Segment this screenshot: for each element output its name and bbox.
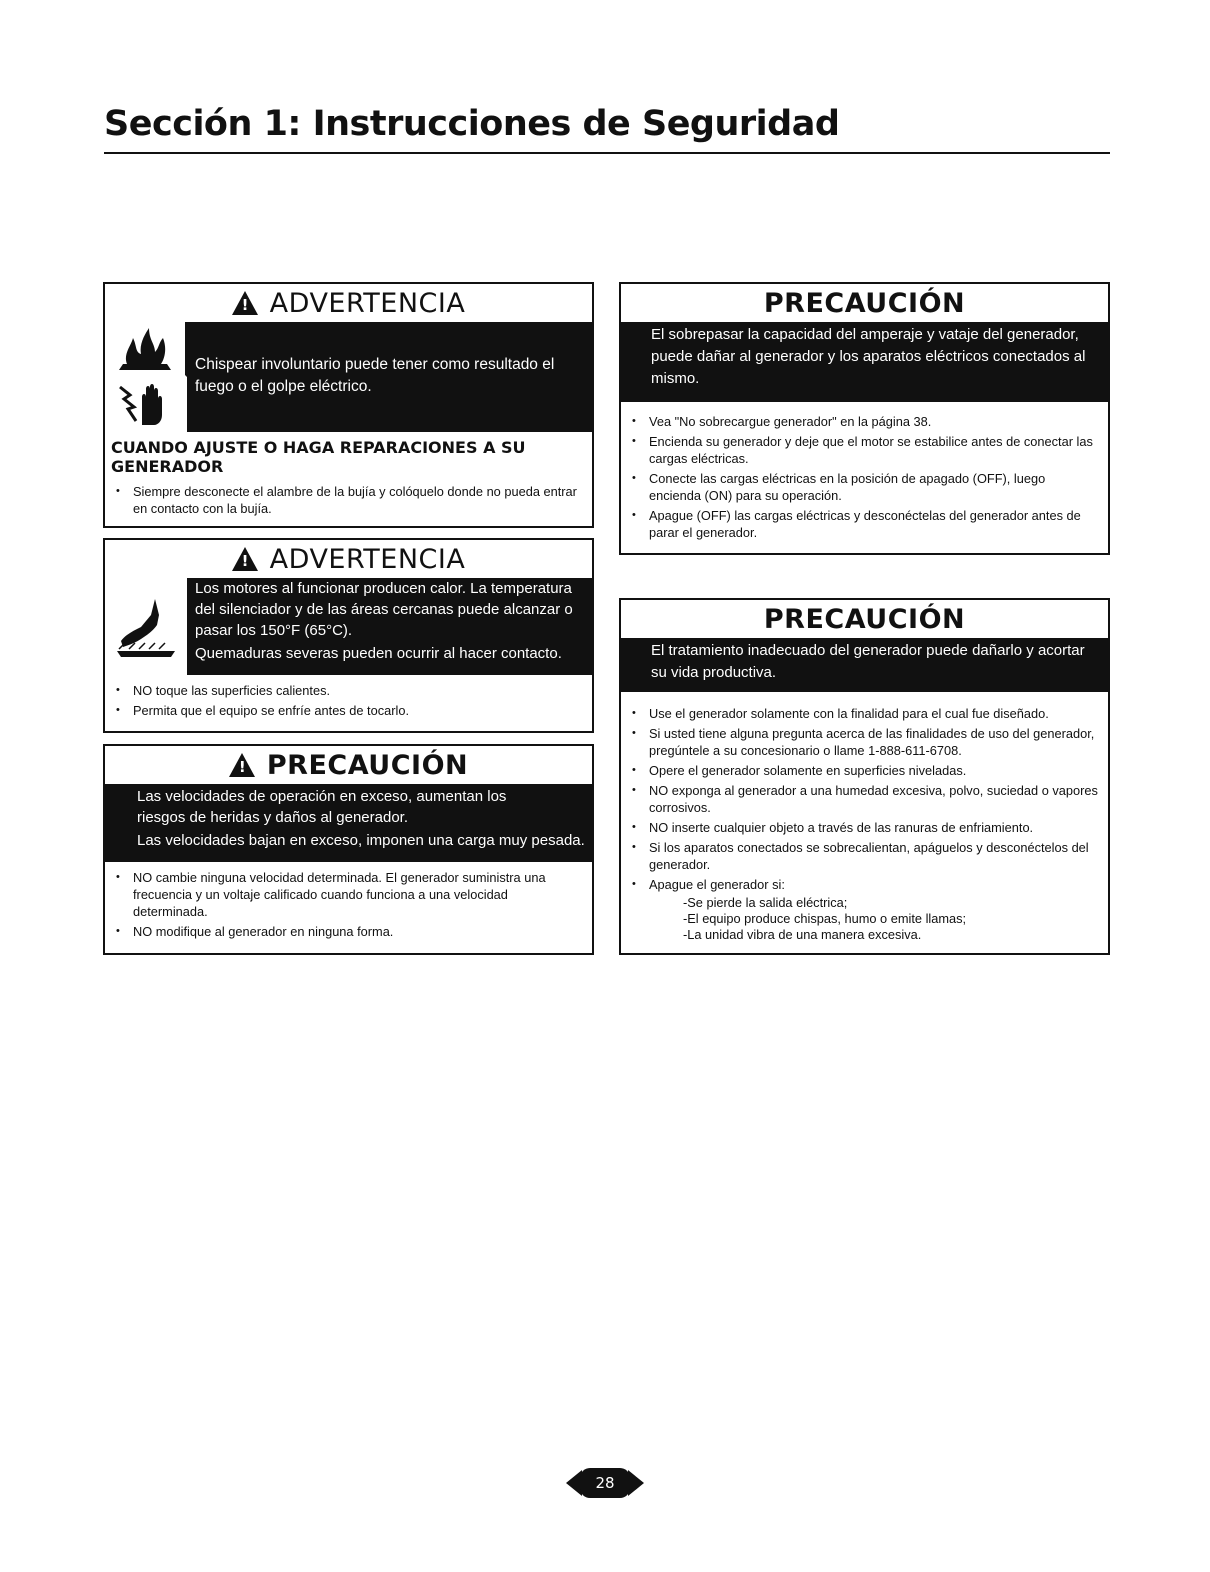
warning-triangle-icon <box>232 547 258 571</box>
caution-bullets <box>105 862 592 949</box>
sub-item: -La unidad vibra de una manera excesiva. <box>683 927 922 942</box>
warning-message-line: Quemaduras severas pueden ocurrir al hacer contacto. <box>195 645 562 662</box>
caution-heading: PRECAUCIÓN <box>266 749 469 781</box>
list-item: • Si los aparatos conectados se sobrecalientan, apáguelos y desconéctelos del generador. <box>629 839 1100 873</box>
page-title: Sección 1: Instrucciones de Seguridad <box>104 104 840 144</box>
hazard-icons <box>105 322 187 432</box>
sub-item: -El equipo produce chispas, humo o emite llamas; <box>683 911 967 926</box>
caution-heading: PRECAUCIÓN <box>763 603 966 635</box>
list-item: • Permita que el equipo se enfríe antes de tocarlo. <box>113 702 584 719</box>
title-divider <box>104 152 1110 154</box>
list-item: • NO exponga al generador a una humedad excesiva, polvo, suciedad o vapores corrosivos. <box>629 782 1100 816</box>
list-item: • Encienda su generador y deje que el motor se estabilice antes de conectar las cargas eléctricas. <box>629 433 1100 467</box>
warning-triangle-icon <box>232 291 258 315</box>
list-item: • Opere el generador solamente en superficies niveladas. <box>629 762 1100 779</box>
warning-box-spark <box>103 282 594 528</box>
sub-item: -Se pierde la salida eléctrica; <box>683 895 848 910</box>
warning-header <box>105 540 592 578</box>
warning-message: Chispear involuntario puede tener como resultado el fuego o el golpe eléctrico. <box>195 356 555 395</box>
warning-message-line: Los motores al funcionar producen calor. La temperatura del silenciador y de las áreas cercanas puede alcanzar o pasar los 150°F (65°C). <box>195 580 573 639</box>
shutdown-conditions <box>621 895 1108 943</box>
page-number-badge <box>566 1466 644 1500</box>
caution-header <box>621 284 1108 322</box>
caution-bullets <box>621 692 1108 899</box>
caution-message-panel <box>105 784 592 862</box>
hot-surface-icon <box>105 578 187 675</box>
list-item: • Vea "No sobrecargue generador" en la página 38. <box>629 413 1100 430</box>
list-item: • Si usted tiene alguna pregunta acerca de las finalidades de uso del generador, pregúntele a su concesionario o llame 1-888-611-6708. <box>629 725 1100 759</box>
caution-box-misuse <box>619 598 1110 955</box>
hazard-icons <box>105 578 187 675</box>
list-item: • Apague (OFF) las cargas eléctricas y desconéctelas del generador antes de parar el generador. <box>629 507 1100 541</box>
warning-subheading: CUANDO AJUSTE O HAGA REPARACIONES A SU GENERADOR <box>111 438 526 476</box>
warning-header <box>105 284 592 322</box>
fire-icon <box>105 322 187 377</box>
page-number: 28 <box>595 1474 615 1492</box>
list-item: • NO modifique al generador en ninguna forma. <box>113 923 584 940</box>
caution-message-panel: El tratamiento inadecuado del generador puede dañarlo y acortar su vida productiva. <box>621 638 1108 692</box>
caution-box-overload <box>619 282 1110 555</box>
caution-header <box>621 600 1108 638</box>
warning-bullets <box>105 675 592 728</box>
warning-message-panel <box>105 578 592 675</box>
list-item: • NO inserte cualquier objeto a través de las ranuras de enfriamiento. <box>629 819 1100 836</box>
warning-triangle-icon <box>229 753 255 777</box>
caution-message-line: Las velocidades bajan en exceso, imponen una carga muy pesada. <box>137 832 585 849</box>
warning-message <box>187 578 592 675</box>
warning-bullets <box>105 478 592 526</box>
warning-message-panel <box>105 322 592 432</box>
electric-shock-icon <box>105 377 187 432</box>
warning-heading: ADVERTENCIA <box>269 287 466 319</box>
list-item: • Conecte las cargas eléctricas en la posición de apagado (OFF), luego encienda (ON) para su operación. <box>629 470 1100 504</box>
caution-message-panel: El sobrepasar la capacidad del amperaje y vataje del generador, puede dañar al generador y los aparatos eléctricos conectados al mismo. <box>621 322 1108 402</box>
caution-message-line: Las velocidades de operación en exceso, aumentan los riesgos de heridas y daños al generador. <box>137 788 507 826</box>
list-item: • NO cambie ninguna velocidad determinada. El generador suministra una frecuencia y un voltaje calificado cuando funciona a una velocidad determinada. <box>113 869 584 920</box>
caution-box-speed <box>103 744 594 955</box>
list-item: • Apague el generador si: <box>629 876 1100 893</box>
warning-heading: ADVERTENCIA <box>269 543 466 575</box>
caution-header <box>105 746 592 784</box>
caution-bullets <box>621 402 1108 550</box>
warning-box-hot <box>103 538 594 733</box>
caution-heading: PRECAUCIÓN <box>763 287 966 319</box>
list-item: • Use el generador solamente con la finalidad para el cual fue diseñado. <box>629 705 1100 722</box>
list-item: • NO toque las superficies calientes. <box>113 682 584 699</box>
list-item: • Siempre desconecte el alambre de la bujía y colóquelo donde no pueda entrar en contacto con la bujía. <box>113 483 584 517</box>
